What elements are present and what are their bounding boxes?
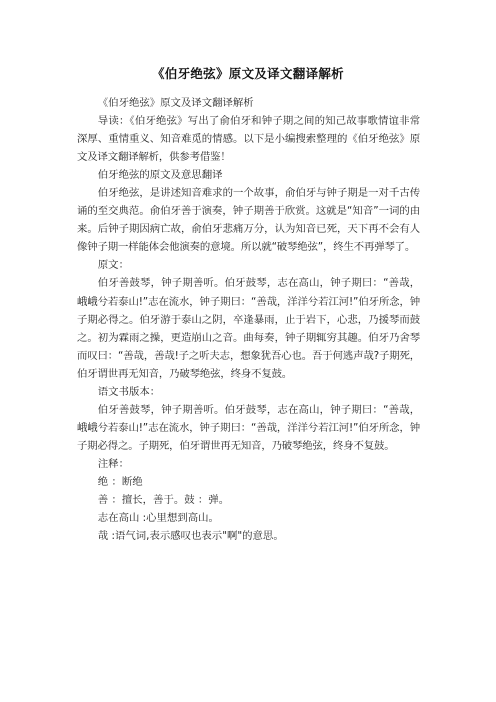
section-heading: 伯牙绝弦的原文及意思翻译 <box>97 169 223 182</box>
note-item: 善 ：擅长，善于。鼓 ：弹。 <box>97 494 230 507</box>
note-item: 哉 :语气词,表示感叹也表示"啊"的意思。 <box>97 530 284 543</box>
document-body <box>77 94 420 545</box>
original-label: 原文： <box>97 259 129 272</box>
heading-repeat: 《伯牙绝弦》原文及译文翻译解析 <box>97 97 254 109</box>
note-item: 志在高山 :心里想到高山。 <box>97 512 219 525</box>
textbook-text: 伯牙善鼓琴，钟子期善听。伯牙鼓琴，志在高山，钟子期曰：“善哉，峨峨兮若泰山!”志在流水，钟子期曰：“善哉，洋洋兮若江河!”伯牙所念，钟子期必得之。子期死，伯牙谓世再无知音，乃破琴绝弦，终身不复鼓。 <box>77 403 420 452</box>
intro-paragraph: 导读：《伯牙绝弦》写出了俞伯牙和钟子期之间的知己故事歌情谊非常深厚、重情重义、知音难觅的情感。以下是小编搜索整理的《伯牙绝弦》原文及译文翻译解析，供参考借鉴！ <box>77 115 420 164</box>
story-paragraph: 伯牙绝弦，是讲述知音难求的一个故事，俞伯牙与钟子期是一对千古传诵的至交典范。俞伯牙善于演奏，钟子期善于欣赏。这就是“知音”一词的由来。后钟子期因病亡故，俞伯牙悲痛万分，认为知音已死，天下再不会有人像钟子期一样能体会他演奏的意境。所以就“破琴绝弦”，终生不再弹琴了。 <box>77 187 420 254</box>
note-item: 绝 ：断绝 <box>97 475 143 488</box>
textbook-label: 语文书版本： <box>97 385 161 398</box>
notes-label: 注释： <box>97 457 129 470</box>
document-title: 《伯牙绝弦》原文及译文翻译解析 <box>151 66 344 81</box>
original-text: 伯牙善鼓琴，钟子期善听。伯牙鼓琴，志在高山，钟子期曰：“善哉，峨峨兮若泰山!”志在流水，钟子期曰：“善哉，洋洋兮若江河!”伯牙所念，钟子期必得之。伯牙游于泰山之阴，卒逢暴雨，止于岩下，心悲，乃援琴而鼓之。初为霖雨之操，更造崩山之音。曲每奏，钟子期辄穷其趣。伯牙乃舍琴而叹曰：“善哉，善哉!子之听夫志，想象犹吾心也。吾于何逃声哉?子期死，伯牙谓世再无知音，乃破琴绝弦，终身不复鼓。 <box>77 277 420 380</box>
